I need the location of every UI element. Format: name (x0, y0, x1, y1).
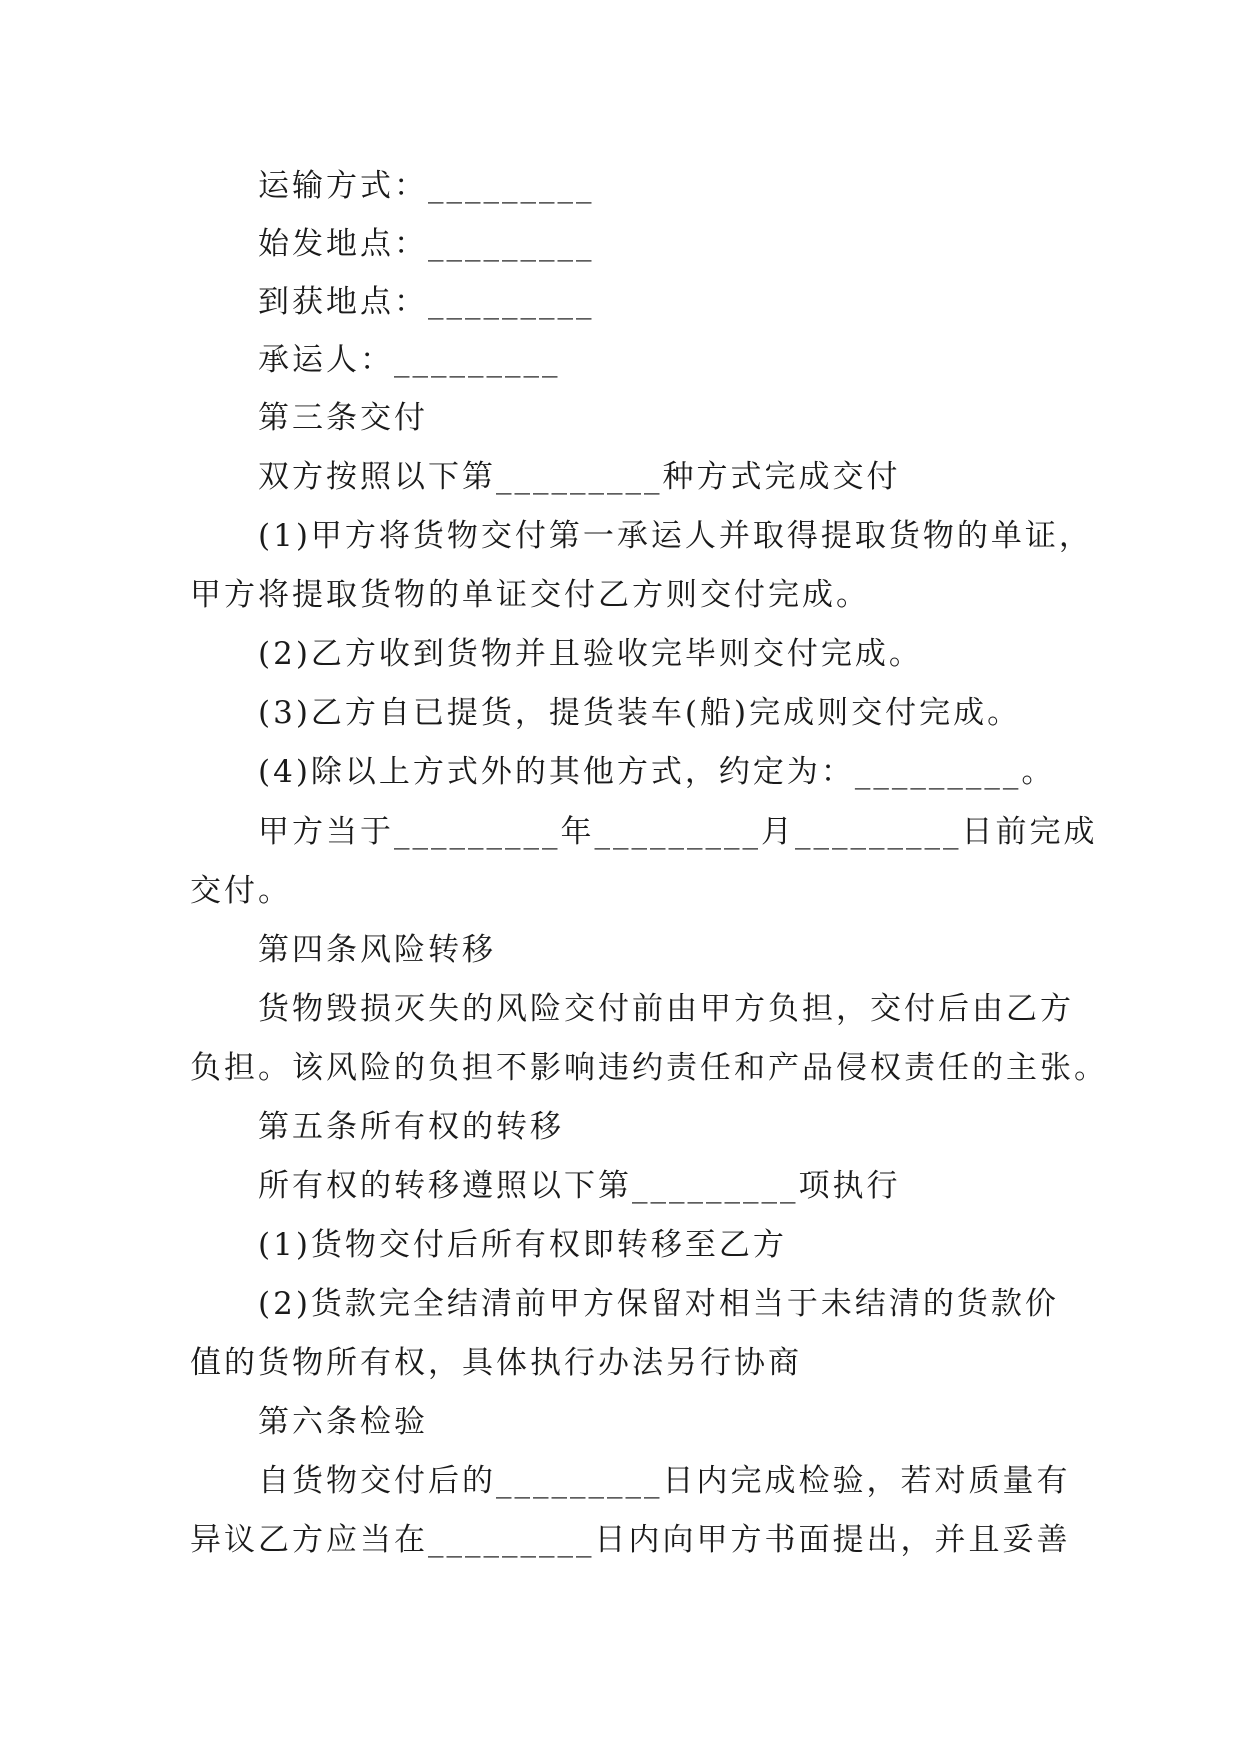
article-4-heading: 第四条风险转移 (258, 932, 496, 968)
delivery-option-3: (3)乙方自已提货，提货装车(船)完成则交付完成。 (258, 695, 1022, 731)
risk-transfer-line-1: 货物毁损灭失的风险交付前由甲方负担，交付后由乙方 (258, 991, 1074, 1027)
delivery-option-1-line-1: (1)甲方将货物交付第一承运人并取得提取货物的单证， (258, 518, 1093, 554)
delivery-option-2: (2)乙方收到货物并且验收完毕则交付完成。 (258, 636, 923, 672)
risk-transfer-line-2: 负担。该风险的负担不影响违约责任和产品侵权责任的主张。 (190, 1050, 1108, 1086)
departure-place-line: 始发地点：_________ (258, 226, 595, 262)
inspection-line-2: 异议乙方应当在_________日内向甲方书面提出，并且妥善 (190, 1522, 1071, 1558)
delivery-option-1-line-2: 甲方将提取货物的单证交付乙方则交付完成。 (190, 577, 870, 613)
delivery-deadline-line-1: 甲方当于_________年_________月_________日前完成 (258, 814, 1098, 850)
ownership-transfer-line: 所有权的转移遵照以下第_________项执行 (258, 1168, 901, 1204)
article-3-heading: 第三条交付 (258, 400, 428, 436)
inspection-line-1: 自货物交付后的_________日内完成检验，若对质量有 (258, 1463, 1071, 1499)
article-5-heading: 第五条所有权的转移 (258, 1109, 564, 1145)
ownership-option-1: (1)货物交付后所有权即转移至乙方 (258, 1227, 787, 1263)
ownership-option-2-line-2: 值的货物所有权，具体执行办法另行协商 (190, 1345, 802, 1381)
carrier-line: 承运人：_________ (258, 342, 561, 378)
ownership-option-2-line-1: (2)货款完全结清前甲方保留对相当于未结清的货款价 (258, 1286, 1059, 1322)
arrival-place-line: 到获地点：_________ (258, 284, 595, 320)
transport-method-line: 运输方式：_________ (258, 168, 595, 204)
delivery-option-4: (4)除以上方式外的其他方式，约定为：_________。 (258, 754, 1056, 790)
delivery-deadline-line-2: 交付。 (190, 873, 292, 909)
delivery-method-line: 双方按照以下第_________种方式完成交付 (258, 459, 901, 495)
article-6-heading: 第六条检验 (258, 1404, 428, 1440)
